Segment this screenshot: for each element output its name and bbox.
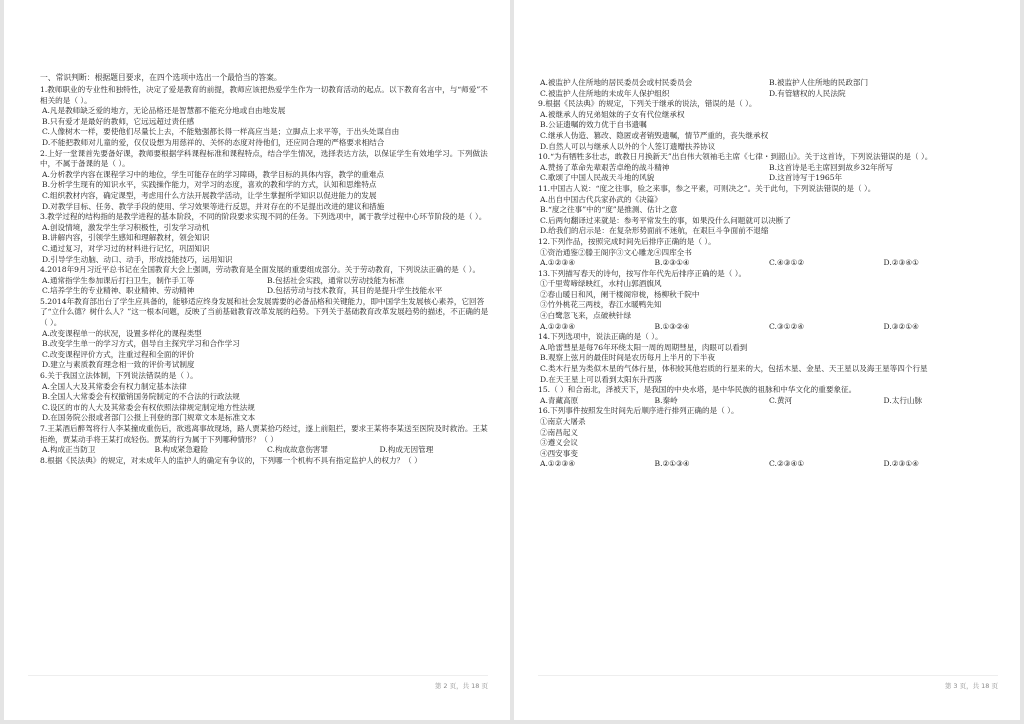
item-line: ②春山暖日和风，阑干楼阁帘栊，杨柳秋千院中 (540, 289, 700, 299)
option-a: A.青藏高原 (540, 395, 579, 405)
option-b: B.讲解内容，引领学生感知和理解教材，领会知识 (42, 233, 210, 243)
option-c: C.③①②④ (769, 321, 805, 331)
question-14 (538, 332, 996, 385)
option-d: D.不能把教师对儿童的爱，仅仅设想为用慈祥的、关怀的态度对待他们，还应同合理的严格要求相结合 (42, 137, 385, 147)
option-d: D.对教学目标、任务、教学手段的使用、学习效果等进行反思，并对存在的不足提出改进的建议和措施 (42, 201, 385, 211)
question-15 (538, 385, 996, 406)
option-b: B.改变学生单一的学习方式，倡导自主探究学习和合作学习 (42, 339, 240, 349)
page-number: 第 3 页，共 18 页 (944, 682, 998, 690)
option-d: D.自然人可以与继承人以外的个人签订遗赠扶养协议 (540, 141, 716, 151)
option-d: D.有管辖权的人民法院 (769, 88, 846, 98)
question-stem: 1.教师职业的专业性和独特性，决定了爱是教育的前提，教师应该把热爱学生作为一切教育活动的起点。以下教育名言中，与“师爱”不相关的是（ ）。 (40, 85, 488, 105)
option-c: C.黄河 (769, 395, 793, 405)
footer-divider (28, 675, 488, 676)
option-c: C.设区的市的人大及其常委会有权依照法律规定制定地方性法规 (42, 402, 255, 412)
option-d: D.包括劳动与技术教育，其目的是提升学生技能水平 (267, 286, 443, 296)
option-b: B.公证遗嘱的效力优于自书遗嘱 (540, 120, 647, 130)
question-stem: 14.下列选项中，说法正确的是（ ）。 (538, 332, 663, 342)
question-16 (538, 406, 996, 470)
option-a: A.出自中国古代兵家孙武的《决篇》 (540, 194, 662, 204)
option-a: A.创设情境，激发学生学习积极性，引发学习动机 (42, 222, 210, 232)
option-b: B.全国人大常委会有权撤销国务院制定的不合法的行政法规 (42, 392, 240, 402)
option-a: A.凡是教师缺乏爱的地方，无论品格还是智慧都不能充分地或自由地发展 (42, 106, 286, 116)
section-heading: 一、常识判断：根据题目要求，在四个选项中选出一个最恰当的答案。 (40, 73, 282, 82)
question-stem: 11.中国古人说：“度之往事，验之来事，参之平素，可则决之”。关于此句，下列说法错误的是（ ）。 (538, 183, 876, 193)
option-b: B.分析学生现有的知识水平，实践操作能力，对学习的态度，喜欢的教和学的方式，认知和思维特点 (42, 180, 377, 190)
page-number: 第 2 页，共 18 页 (434, 682, 488, 690)
question-stem: 8.根据《民法典》的规定，对未成年人的监护人的确定有争议的，下列哪一个机构不具有指定监护人的权力？（ ） (40, 455, 422, 465)
question-10 (538, 152, 996, 184)
option-a: A.构成正当防卫 (42, 445, 96, 455)
question-stem: 2.上好一堂课首先要备好课，教师要根据学科课程标准和课程特点，结合学生情况，选择表达方法，以保证学生有效地学习。下列做法中，不属于备课的是（ ）。 (40, 148, 488, 169)
option-d: D.引导学生动脑、动口、动手，形成技能技巧，运用知识 (42, 254, 233, 264)
option-b: B.包括社会实践，通常以劳动技能为标准 (267, 275, 405, 285)
option-b: B.被监护人住所地的民政部门 (769, 78, 869, 87)
option-c: C.培养学生的专业精神、职业精神、劳动精神 (42, 286, 195, 296)
option-b: B.①③②④ (654, 321, 690, 331)
option-a: A.哈雷彗星是每76年环绕太阳一周的周期彗星，肉眼可以看到 (540, 342, 748, 352)
question-stem: 16.下列事件按照发生时间先后顺序进行排列正确的是（ ）。 (538, 406, 739, 416)
question-3 (40, 212, 490, 265)
option-c: C.构成故意伤害罪 (267, 445, 329, 455)
option-d: D.太行山脉 (883, 395, 923, 405)
option-d: D.②③④① (883, 258, 919, 268)
item-line: ④白鹭忽飞来，点破秧针绿 (540, 311, 632, 321)
question-stem: 9.根据《民法典》的规定，下列关于继承的说法，错误的是（ ）。 (538, 99, 757, 109)
option-b: B.构成紧急避险 (154, 445, 209, 455)
option-c: C.④③①② (769, 258, 805, 268)
question-stem: 13.下列描写春天的诗句，按写作年代先后排序正确的是（ ）。 (538, 268, 747, 278)
item-line: ①资治通鉴②滕王阁序③文心雕龙④四库全书 (540, 247, 692, 257)
option-a: A.通常指学生参加课后打扫卫生，制作手工等 (42, 275, 195, 285)
question-13 (538, 269, 996, 333)
item-line: ①千里莺啼绿映红，水村山郭酒旗风 (540, 279, 662, 289)
option-c: C.组织教材内容，确定课型，考虑用什么方法开展教学活动，让学生掌握所学知识以促进能力的发展 (42, 190, 377, 200)
option-d: D.在天王星上可以看到太阳东升西落 (540, 374, 663, 384)
option-b: B.②③①④ (654, 258, 690, 268)
option-a: A.①②③④ (540, 321, 576, 331)
option-d: D.②③①④ (883, 459, 919, 469)
question-1 (40, 85, 490, 149)
option-c: C.改变课程评价方式，注重过程和全面的评价 (42, 349, 195, 359)
question-9 (538, 99, 996, 152)
question-stem: 6.关于我国立法体制，下列说法错误的是（ ）。 (40, 371, 198, 381)
option-b: B.这首诗是毛主席回到故乡32年所写 (769, 162, 893, 172)
item-line: ③竹外桃花三两枝，春江水暖鸭先知 (540, 300, 662, 310)
question-stem: 4.2018年9月习近平总书记在全国教育大会上强调，劳动教育是全面发展的重要组成部分。关于劳动教育，下列说法正确的是（ ）。 (40, 265, 481, 275)
item-line: ③遵义会议 (540, 438, 578, 448)
question-7 (40, 424, 490, 456)
option-c: C.后两句翻译过来就是：参考平常发生的事，如果没什么问题就可以决断了 (540, 215, 791, 225)
option-d: D.给我们的启示是：在复杂形势面前不迷航，在艰巨斗争面前不退缩 (540, 226, 769, 236)
option-c: C.被监护人住所地的未成年人保护组织 (540, 88, 670, 98)
option-c: C.歌颂了中国人民战天斗地的风貌 (540, 173, 655, 183)
question-stem: 7.王某酒后醉驾将行人李某撞成重伤后，欲逃离事故现场，路人贾某拾巧经过，遂上前阻拦，要求王某将李某送至医院及时救治。王某拒绝，贾某动手将王某打成轻伤。贾某的行为属于下列哪种情形？（ ） (40, 424, 488, 444)
question-stem: 5.2014年教育部出台了学生应具备的，能够适应终身发展和社会发展需要的必备品格和关键能力，即中国学生发展核心素养，它回答了“立什么德？树什么人？”这一根本问题，反映了当前基础教育改革发展的趋势。下列关于基础教育改革发展趋势的描述，不正确的是（ ）。 (40, 296, 489, 328)
option-b: B.②①③④ (654, 459, 690, 469)
option-a: A.分析教学内容在课程学习中的地位，学生可能存在的学习障碍，教学目标的具体内容，教学的重难点 (42, 169, 385, 179)
item-line: ②南昌起义 (540, 427, 578, 437)
option-a: A.被继承人的兄弟姐妹的子女有代位继承权 (540, 109, 685, 119)
option-b: B.秦岭 (654, 395, 678, 405)
item-line: ①南京大屠杀 (540, 417, 586, 426)
question-stem: 10.“为有牺牲多壮志，敢教日月换新天”出自伟大领袖毛主席《七律・到韶山》。关于这首诗，下列说法错误的是（ ）。 (538, 152, 933, 162)
option-c: C.②③④① (769, 459, 805, 469)
page-2 (4, 0, 510, 720)
option-d: D.在国务院公报或者部门公报上刊登的部门规章文本是标准文本 (42, 413, 256, 423)
question-stem: 12.下列作品，按照完成时间先后排序正确的是（ ）。 (538, 236, 716, 246)
question-5 (40, 297, 490, 371)
footer-divider (538, 675, 998, 676)
option-c: C.通过复习，对学习过的材料进行记忆，巩固知识 (42, 243, 210, 253)
option-c: C.继承人伪造、篡改、隐匿或者销毁遗嘱，情节严重的，丧失继承权 (540, 130, 769, 140)
item-line: ④西安事变 (540, 448, 578, 458)
option-a: A.①②③④ (540, 258, 576, 268)
option-c: C.人像树木一样，要使他们尽量长上去，不能勉强都长得一样高应当是；立脚点上求平等，于出头处谋自由 (42, 127, 400, 137)
option-d: D.③②①④ (883, 321, 919, 331)
option-b: B.观察上弦月的最佳时间是农历每月上半月的下半夜 (540, 353, 716, 363)
option-a: A.全国人大及其常委会有权力制定基本法律 (42, 381, 187, 391)
question-6 (40, 371, 490, 424)
question-2 (40, 149, 490, 213)
option-b: B.“度之往事”中的“度”是推测、估计之意 (540, 205, 678, 215)
option-d: D.这首诗写于1965年 (769, 173, 843, 183)
option-d: D.建立与素质教育理念相一致的评价考试制度 (42, 360, 195, 370)
question-12 (538, 237, 996, 269)
question-11 (538, 184, 996, 237)
question-8 (40, 456, 490, 467)
option-a: A.赞扬了革命先辈艰苦卓绝的战斗精神 (540, 162, 670, 172)
question-stem: 15.（ ）和合南北，泽被天下，是我国的中央水塔，是中华民族的祖脉和中华文化的重要象征。 (538, 385, 857, 395)
page-3 (514, 0, 1020, 720)
question-stem: 3.教学过程的结构指的是教学进程的基本阶段，不同的阶段要求实现不同的任务。下列选项中，属于教学过程中心环节阶段的是（ ）。 (40, 212, 487, 222)
option-b: B.只有爱才是最好的教师，它远远超过责任感 (42, 116, 195, 126)
question-4 (40, 265, 490, 297)
option-a: A.①②③④ (540, 459, 576, 469)
question-8-options (538, 78, 996, 99)
option-c: C.类木行星为类似木星的气体行星，体积较其他岩质的行星来的大，包括木星、金星、天王星以及海王星等四个行星 (540, 364, 928, 374)
option-a: A.被监护人住所地的居民委员会或村民委员会 (540, 78, 693, 87)
option-a: A.改变课程单一的状况，设置多样化的课程类型 (42, 328, 202, 338)
option-d: D.构成无因管理 (379, 445, 434, 455)
